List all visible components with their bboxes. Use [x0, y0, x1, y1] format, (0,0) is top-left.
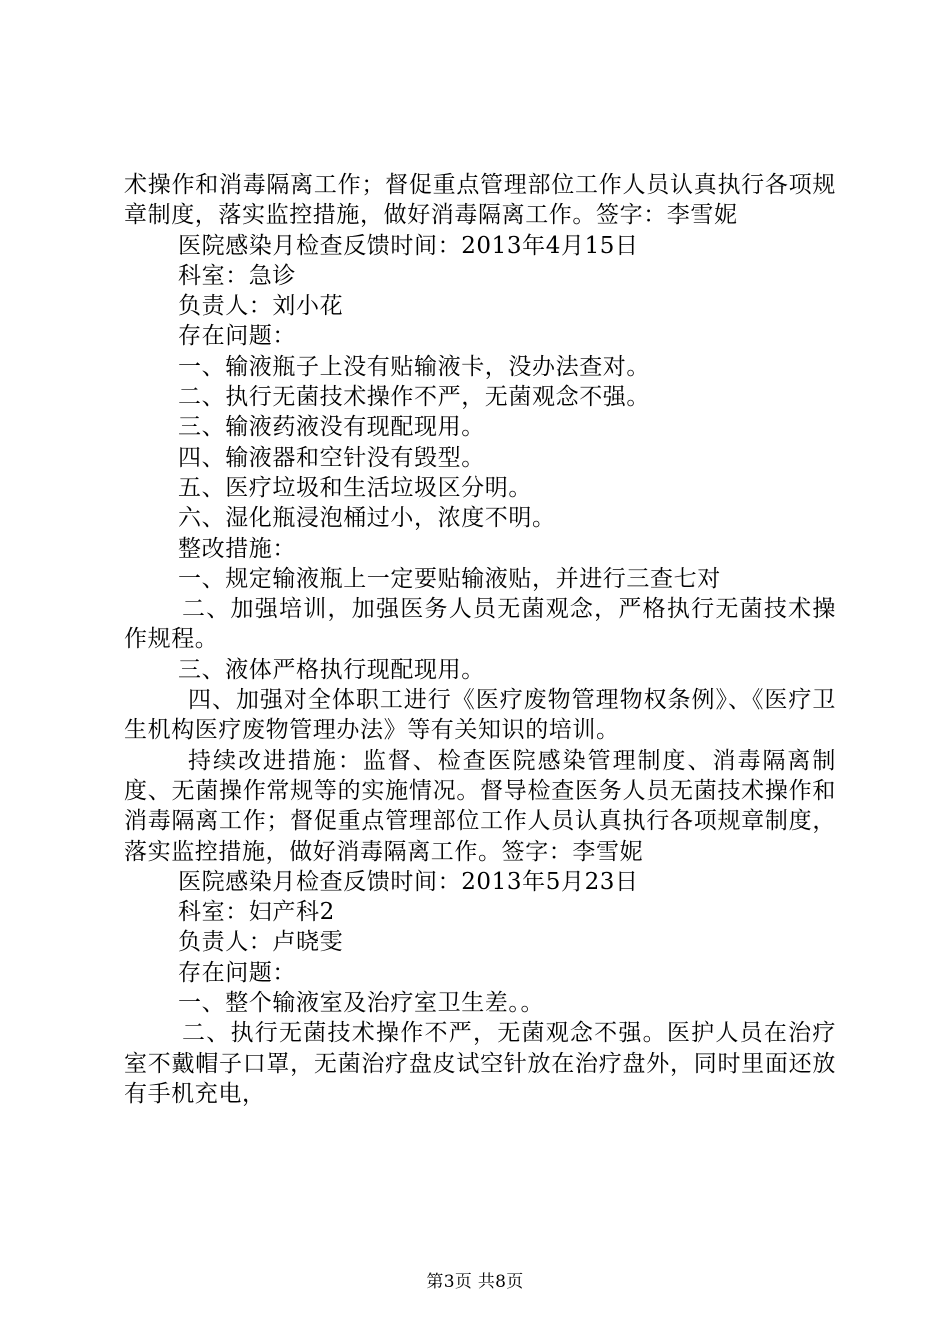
paragraph: 六、湿化瓶浸泡桶过小，浓度不明。	[178, 505, 556, 532]
paragraph: 科室：急诊	[178, 262, 296, 289]
paragraph: 二、执行无菌技术操作不严，无菌观念不强。	[178, 384, 650, 411]
paragraph: 医院感染月检查反馈时间：2013年4月15日	[178, 232, 639, 259]
paragraph: 五、医疗垃圾和生活垃圾区分明。	[178, 474, 532, 501]
paragraph: 四、加强对全体职工进行《医疗废物管理物权条例》、《医疗卫生机构医疗废物管理办法》等有关知识的培训。	[124, 687, 836, 744]
document-body	[124, 170, 836, 1109]
paragraph: 持续改进措施：监督、检查医院感染管理制度、消毒隔离制度、无菌操作常规等的实施情况。督导检查医务人员无菌技术操作和消毒隔离工作；督促重点管理部位工作人员认真执行各项规章制度，落实监控措施，做好消毒隔离工作。签字：李雪妮	[124, 747, 836, 865]
paragraph: 二、执行无菌技术操作不严，无菌观念不强。医护人员在治疗室不戴帽子口罩，无菌治疗盘皮试空针放在治疗盘外，同时里面还放有手机充电，	[124, 1020, 836, 1107]
paragraph: 负责人：刘小花	[178, 293, 344, 320]
paragraph: 二、加强培训，加强医务人员无菌观念，严格执行无菌技术操作规程。	[124, 596, 836, 653]
paragraph: 科室：妇产科2	[178, 899, 335, 926]
paragraph: 三、输液药液没有现配现用。	[178, 414, 485, 441]
paragraph: 负责人：卢晓雯	[178, 929, 344, 956]
paragraph: 一、输液瓶子上没有贴输液卡，没办法查对。	[178, 353, 650, 380]
page-number-footer: 第3页 共8页	[426, 1272, 524, 1292]
paragraph: 存在问题：	[178, 323, 296, 350]
paragraph: 一、规定输液瓶上一定要贴输液贴，并进行三查七对	[178, 565, 721, 592]
paragraph: 四、输液器和空针没有毁型。	[178, 444, 485, 471]
paragraph: 术操作和消毒隔离工作；督促重点管理部位工作人员认真执行各项规章制度，落实监控措施，做好消毒隔离工作。签字：李雪妮	[124, 172, 836, 229]
paragraph: 一、整个输液室及治疗室卫生差。。	[178, 990, 545, 1017]
paragraph: 三、液体严格执行现配现用。	[178, 656, 485, 683]
paragraph: 整改措施：	[178, 535, 296, 562]
paragraph: 医院感染月检查反馈时间：2013年5月23日	[178, 868, 639, 895]
paragraph: 存在问题：	[178, 959, 296, 986]
